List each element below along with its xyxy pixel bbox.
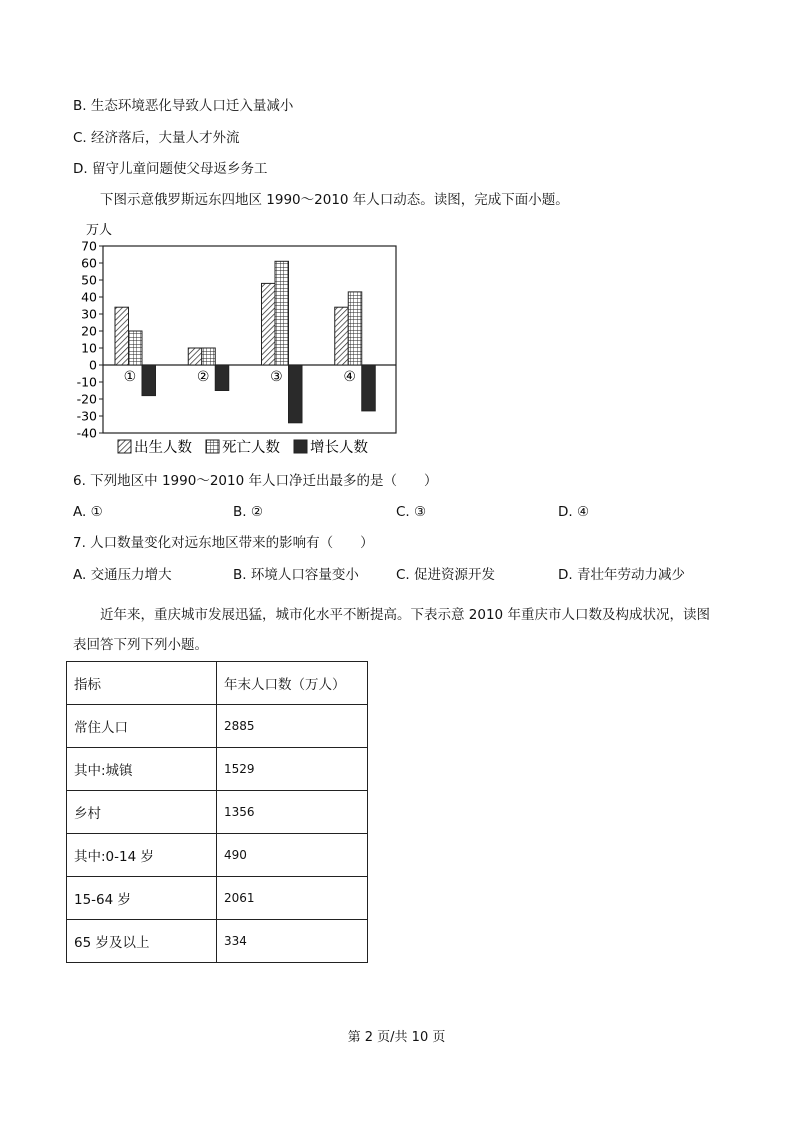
table-row (67, 834, 368, 877)
bar (262, 283, 276, 365)
table-row (67, 877, 368, 920)
table-cell-label: 常住人口 (67, 705, 217, 748)
legend-label: 死亡人数 (222, 440, 280, 456)
y-tick-label: 50 (81, 272, 97, 288)
table-cell-value: 2061 (217, 877, 368, 920)
bar (348, 292, 362, 365)
table-cell-label: 其中:0-14 岁 (67, 834, 217, 877)
q6-option-b[interactable]: B. ② (233, 504, 263, 520)
q6-option-a[interactable]: A. ① (73, 504, 103, 520)
table-header-cell: 指标 (67, 662, 217, 705)
q7-option-a[interactable]: A. 交通压力增大 (73, 567, 172, 583)
table-cell-value: 2885 (217, 705, 368, 748)
table-row (67, 791, 368, 834)
legend-swatch (206, 440, 219, 453)
bar (275, 261, 289, 365)
table-cell-label: 其中:城镇 (67, 748, 217, 791)
y-tick-label: -10 (76, 374, 97, 390)
legend-label: 出生人数 (134, 440, 192, 456)
bar (289, 365, 303, 423)
y-axis-label: 万人 (86, 223, 113, 238)
bar (335, 307, 349, 365)
y-tick-label: -30 (76, 408, 97, 424)
q7-option-b[interactable]: B. 环境人口容量变小 (233, 567, 359, 583)
y-tick-label: -20 (76, 391, 97, 407)
category-label: ④ (343, 369, 356, 385)
bar (142, 365, 156, 396)
y-tick-label: 40 (81, 289, 97, 305)
table-row (67, 920, 368, 963)
table-row (67, 705, 368, 748)
table-header-row (67, 662, 368, 705)
option-c-prev: C. 经济落后，大量人才外流 (73, 130, 240, 146)
legend-swatch (118, 440, 131, 453)
question-6-stem: 6. 下列地区中 1990～2010 年人口净迁出最多的是（ ） (73, 473, 438, 489)
bar (202, 348, 216, 365)
bar (215, 365, 229, 391)
y-tick-label: -40 (76, 425, 97, 441)
table-cell-value: 1356 (217, 791, 368, 834)
table-cell-value: 334 (217, 920, 368, 963)
y-tick-label: 70 (81, 238, 97, 254)
table-cell-label: 15-64 岁 (67, 877, 217, 920)
table-intro-line2: 表回答下列下列小题。 (73, 637, 208, 653)
bar (362, 365, 376, 411)
category-label: ① (123, 369, 137, 385)
y-tick-label: 0 (89, 357, 97, 373)
table-row (67, 748, 368, 791)
category-label: ③ (270, 369, 283, 385)
legend-label: 增长人数 (310, 440, 368, 456)
table-cell-label: 65 岁及以上 (67, 920, 217, 963)
q7-option-d[interactable]: D. 青壮年劳动力减少 (558, 567, 685, 583)
table-cell-value: 490 (217, 834, 368, 877)
bar (188, 348, 202, 365)
population-chart (70, 218, 410, 458)
chart-intro: 下图示意俄罗斯远东四地区 1990～2010 年人口动态。读图，完成下面小题。 (100, 192, 569, 208)
q6-option-d[interactable]: D. ④ (558, 504, 590, 520)
bar (115, 307, 129, 365)
q7-option-c[interactable]: C. 促进资源开发 (396, 567, 496, 583)
option-b-prev: B. 生态环境恶化导致人口迁入量减小 (73, 98, 294, 114)
table-intro-line1: 近年来，重庆城市发展迅猛，城市化水平不断提高。下表示意 2010 年重庆市人口数及构成状况，读图 (100, 607, 710, 623)
question-7-stem: 7. 人口数量变化对远东地区带来的影响有（ ） (73, 535, 374, 551)
option-d-prev: D. 留守儿童问题使父母返乡务工 (73, 161, 268, 177)
legend-swatch (294, 440, 307, 453)
population-table (66, 661, 368, 963)
table-cell-label: 乡村 (67, 791, 217, 834)
y-tick-label: 30 (81, 306, 97, 322)
y-tick-label: 10 (81, 340, 97, 356)
category-label: ② (196, 369, 210, 385)
page-footer: 第 2 页/共 10 页 (347, 1030, 446, 1045)
bar (129, 331, 143, 365)
y-tick-label: 60 (81, 255, 97, 271)
q6-option-c[interactable]: C. ③ (396, 504, 427, 520)
table-cell-value: 1529 (217, 748, 368, 791)
table-header-cell: 年末人口数（万人） (217, 662, 368, 705)
y-tick-label: 20 (81, 323, 97, 339)
